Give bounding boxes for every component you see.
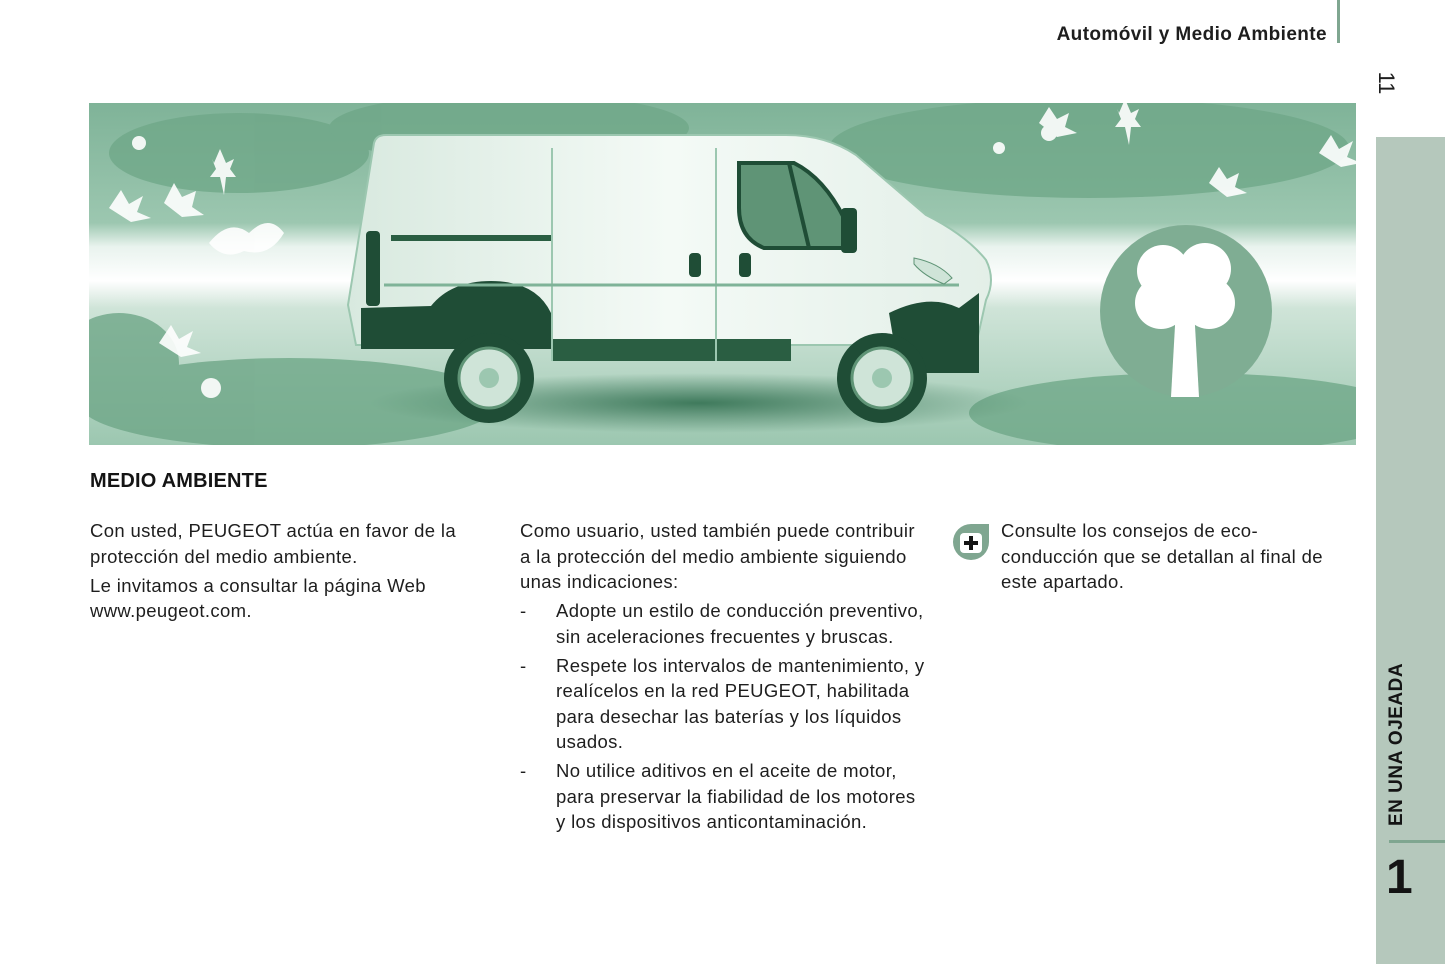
recommendations-intro: Como usuario, usted también puede contribuir a la protección del medio ambiente siguiendo unas indicaciones: (520, 520, 915, 592)
list-item (520, 653, 930, 755)
bullet-dash: - (520, 760, 527, 781)
section-heading: MEDIO AMBIENTE (90, 470, 268, 492)
website-paragraph: Le invitamos a consultar la página Web www.peugeot.com. (90, 574, 426, 621)
list-item (520, 598, 930, 649)
bullet-dash: - (520, 600, 527, 621)
bullet-dash: - (520, 654, 527, 676)
column-note (1001, 518, 1351, 598)
page-number: 11 (1374, 71, 1399, 95)
list-item (520, 758, 930, 835)
eco-driving-note: Consulte los consejos de eco-conducción que se detallan al final de este apartado. (1001, 520, 1323, 592)
column-recommendations (520, 518, 930, 838)
plus-info-icon (951, 522, 991, 562)
chapter-tab-divider (1389, 840, 1445, 843)
column-intro (90, 518, 490, 627)
chapter-tab-label (1386, 796, 1416, 826)
chapter-number: 1 (1386, 851, 1413, 904)
running-header-title: Automóvil y Medio Ambiente (1056, 24, 1327, 45)
list-item-text: No utilice aditivos en el aceite de motor, para preservar la fiabilidad de los motores y los dispositivos anticontaminación. (556, 760, 916, 832)
tree-icon (1100, 225, 1272, 397)
intro-paragraph: Con usted, PEUGEOT actúa en favor de la protección del medio ambiente. (90, 520, 457, 567)
environment-banner-image (89, 103, 1356, 445)
header-divider (1337, 0, 1340, 43)
list-item-text: Adopte un estilo de conducción preventivo, sin aceleraciones frecuentes y bruscas. (556, 600, 924, 647)
list-item-text: Respete los intervalos de mantenimiento, y realícelos en la red PEUGEOT, habilitada para desechar las baterías y los líquidos usados. (556, 654, 925, 752)
